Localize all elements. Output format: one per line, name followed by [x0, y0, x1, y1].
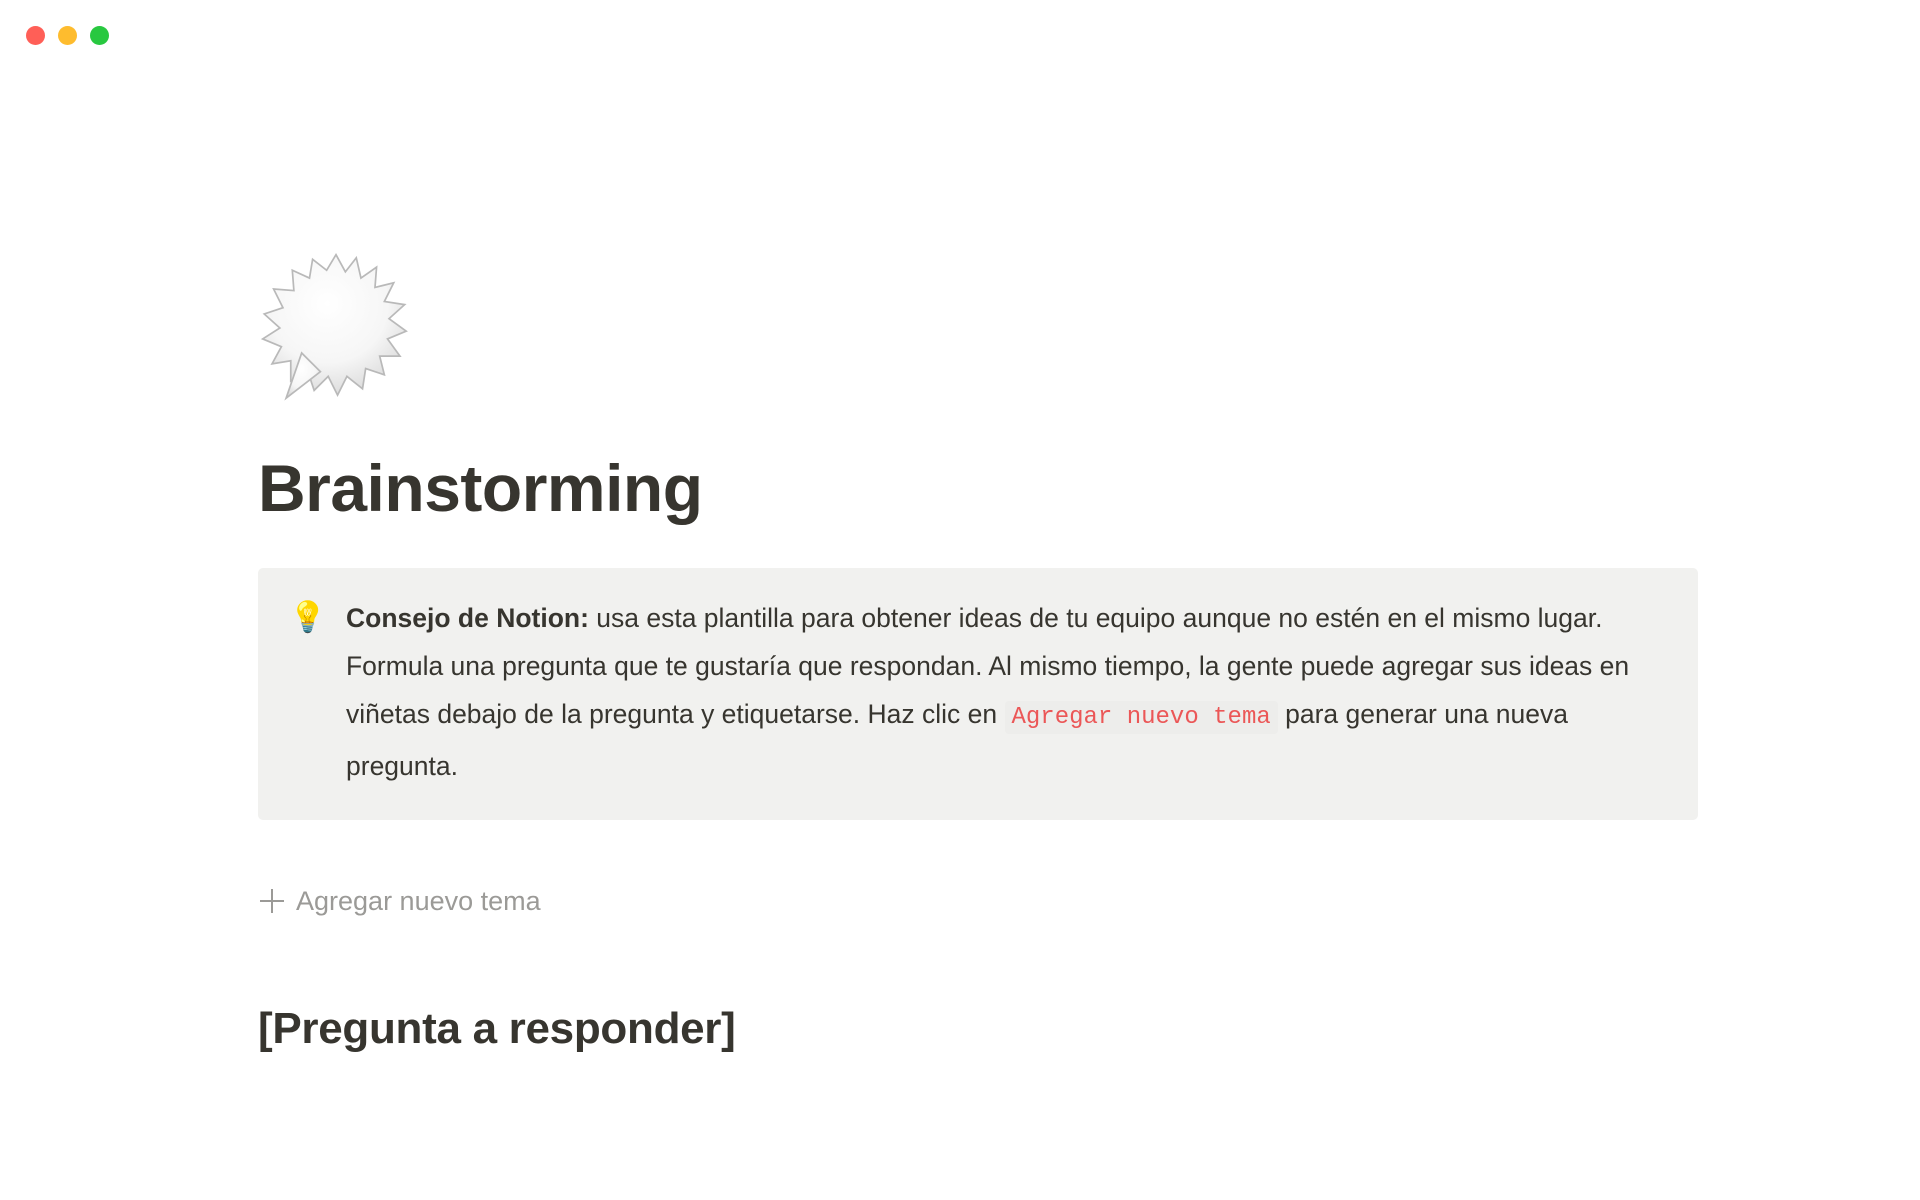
callout-lead: Consejo de Notion:: [346, 602, 589, 633]
callout-text: [346, 594, 1668, 790]
close-window-button[interactable]: [26, 26, 45, 45]
add-new-topic-button[interactable]: [258, 882, 543, 921]
speech-explosion-icon[interactable]: [258, 250, 414, 406]
callout-code-chip: Agregar nuevo tema: [1005, 701, 1278, 734]
section-heading-question: [Pregunta a responder]: [258, 1003, 736, 1053]
add-new-topic-label: Agregar nuevo tema: [296, 885, 541, 916]
window-title-bar: [0, 0, 1920, 72]
plus-icon: [260, 889, 284, 913]
callout-body-part1: usa esta plantilla para obtener ideas de tu equipo aunque no estén en el mismo lugar. Formula una pregunta que te gustaría que respondan. Al mismo tiempo, la gente puede agregar sus ideas en viñetas debajo de la pregunta y etiquetarse. Haz clic en: [346, 602, 1630, 729]
light-bulb-icon: 💡: [289, 600, 327, 634]
document-content: [258, 72, 1698, 1092]
document-page: [0, 72, 1920, 1200]
callout-body-part2: para generar una nueva pregunta.: [346, 698, 1568, 781]
maximize-window-button[interactable]: [90, 26, 109, 45]
traffic-lights: [26, 26, 109, 45]
minimize-window-button[interactable]: [58, 26, 77, 45]
callout-block: [258, 568, 1698, 820]
page-title: Brainstorming: [258, 451, 703, 525]
